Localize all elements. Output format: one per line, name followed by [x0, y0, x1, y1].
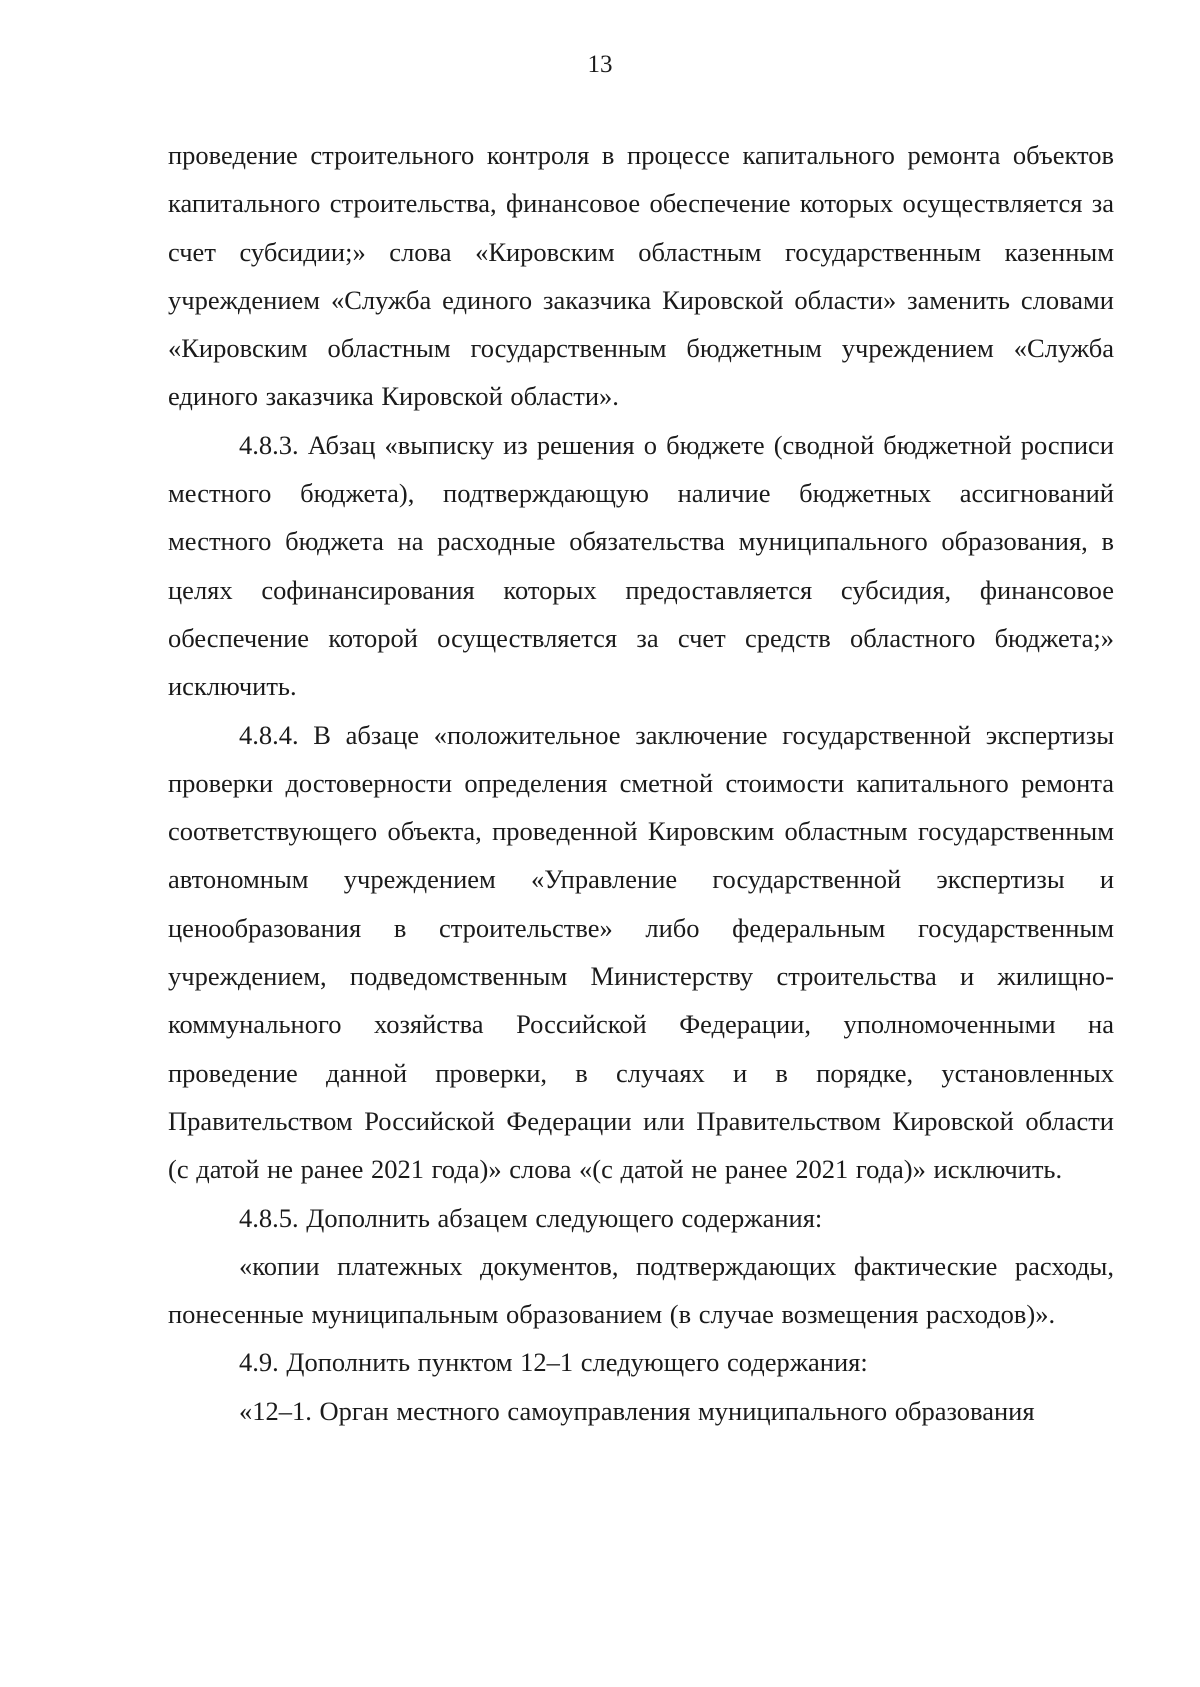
- document-body: [168, 131, 1114, 1435]
- paragraph-4-8-4: 4.8.4. В абзаце «положительное заключение государственной экспертизы проверки достоверности определения сметной стоимости капитального ремонта соответствующего объекта, проведенной Кировским областным государственным автономным учреждением «Управление государственной экспертизы и ценообразования в строительстве» либо федеральным государственным учреждением, подведомственным Министерству строительства и жилищно-коммунального хозяйства Российской Федерации, уполномоченными на проведение данной проверки, в случаях и в порядке, установленных Правительством Российской Федерации или Правительством Кировской области (с датой не ранее 2021 года)» слова «(с датой не ранее 2021 года)» исключить.: [168, 719, 1114, 1185]
- page-number: 13: [587, 51, 613, 78]
- paragraph-4-9: 4.9. Дополнить пунктом 12–1 следующего содержания:: [239, 1347, 868, 1378]
- paragraph-4-8-3: 4.8.3. Абзац «выписку из решения о бюджете (сводной бюджетной росписи местного бюджета), подтверждающую наличие бюджетных ассигнований местного бюджета на расходные обязательства муниципального образования, в целях софинансирования которых предоставляется субсидия, финансовое обеспечение которой осуществляется за счет средств областного бюджета;» исключить.: [168, 429, 1114, 702]
- paragraph-quote-copies: «копии платежных документов, подтверждающих фактические расходы, понесенные муниципальным образованием (в случае возмещения расходов)».: [168, 1250, 1114, 1330]
- paragraph-continuation: проведение строительного контроля в процессе капитального ремонта объектов капитального строительства, финансовое обеспечение которых осуществляется за счет субсидии;» слова «Кировским областным государственным казенным учреждением «Служба единого заказчика Кировской области» заменить словами «Кировским областным государственным бюджетным учреждением «Служба единого заказчика Кировской области».: [168, 140, 1114, 412]
- paragraph-4-8-5: 4.8.5. Дополнить абзацем следующего содержания:: [239, 1202, 823, 1233]
- paragraph-12-1: «12–1. Орган местного самоуправления муниципального образования: [239, 1395, 1035, 1426]
